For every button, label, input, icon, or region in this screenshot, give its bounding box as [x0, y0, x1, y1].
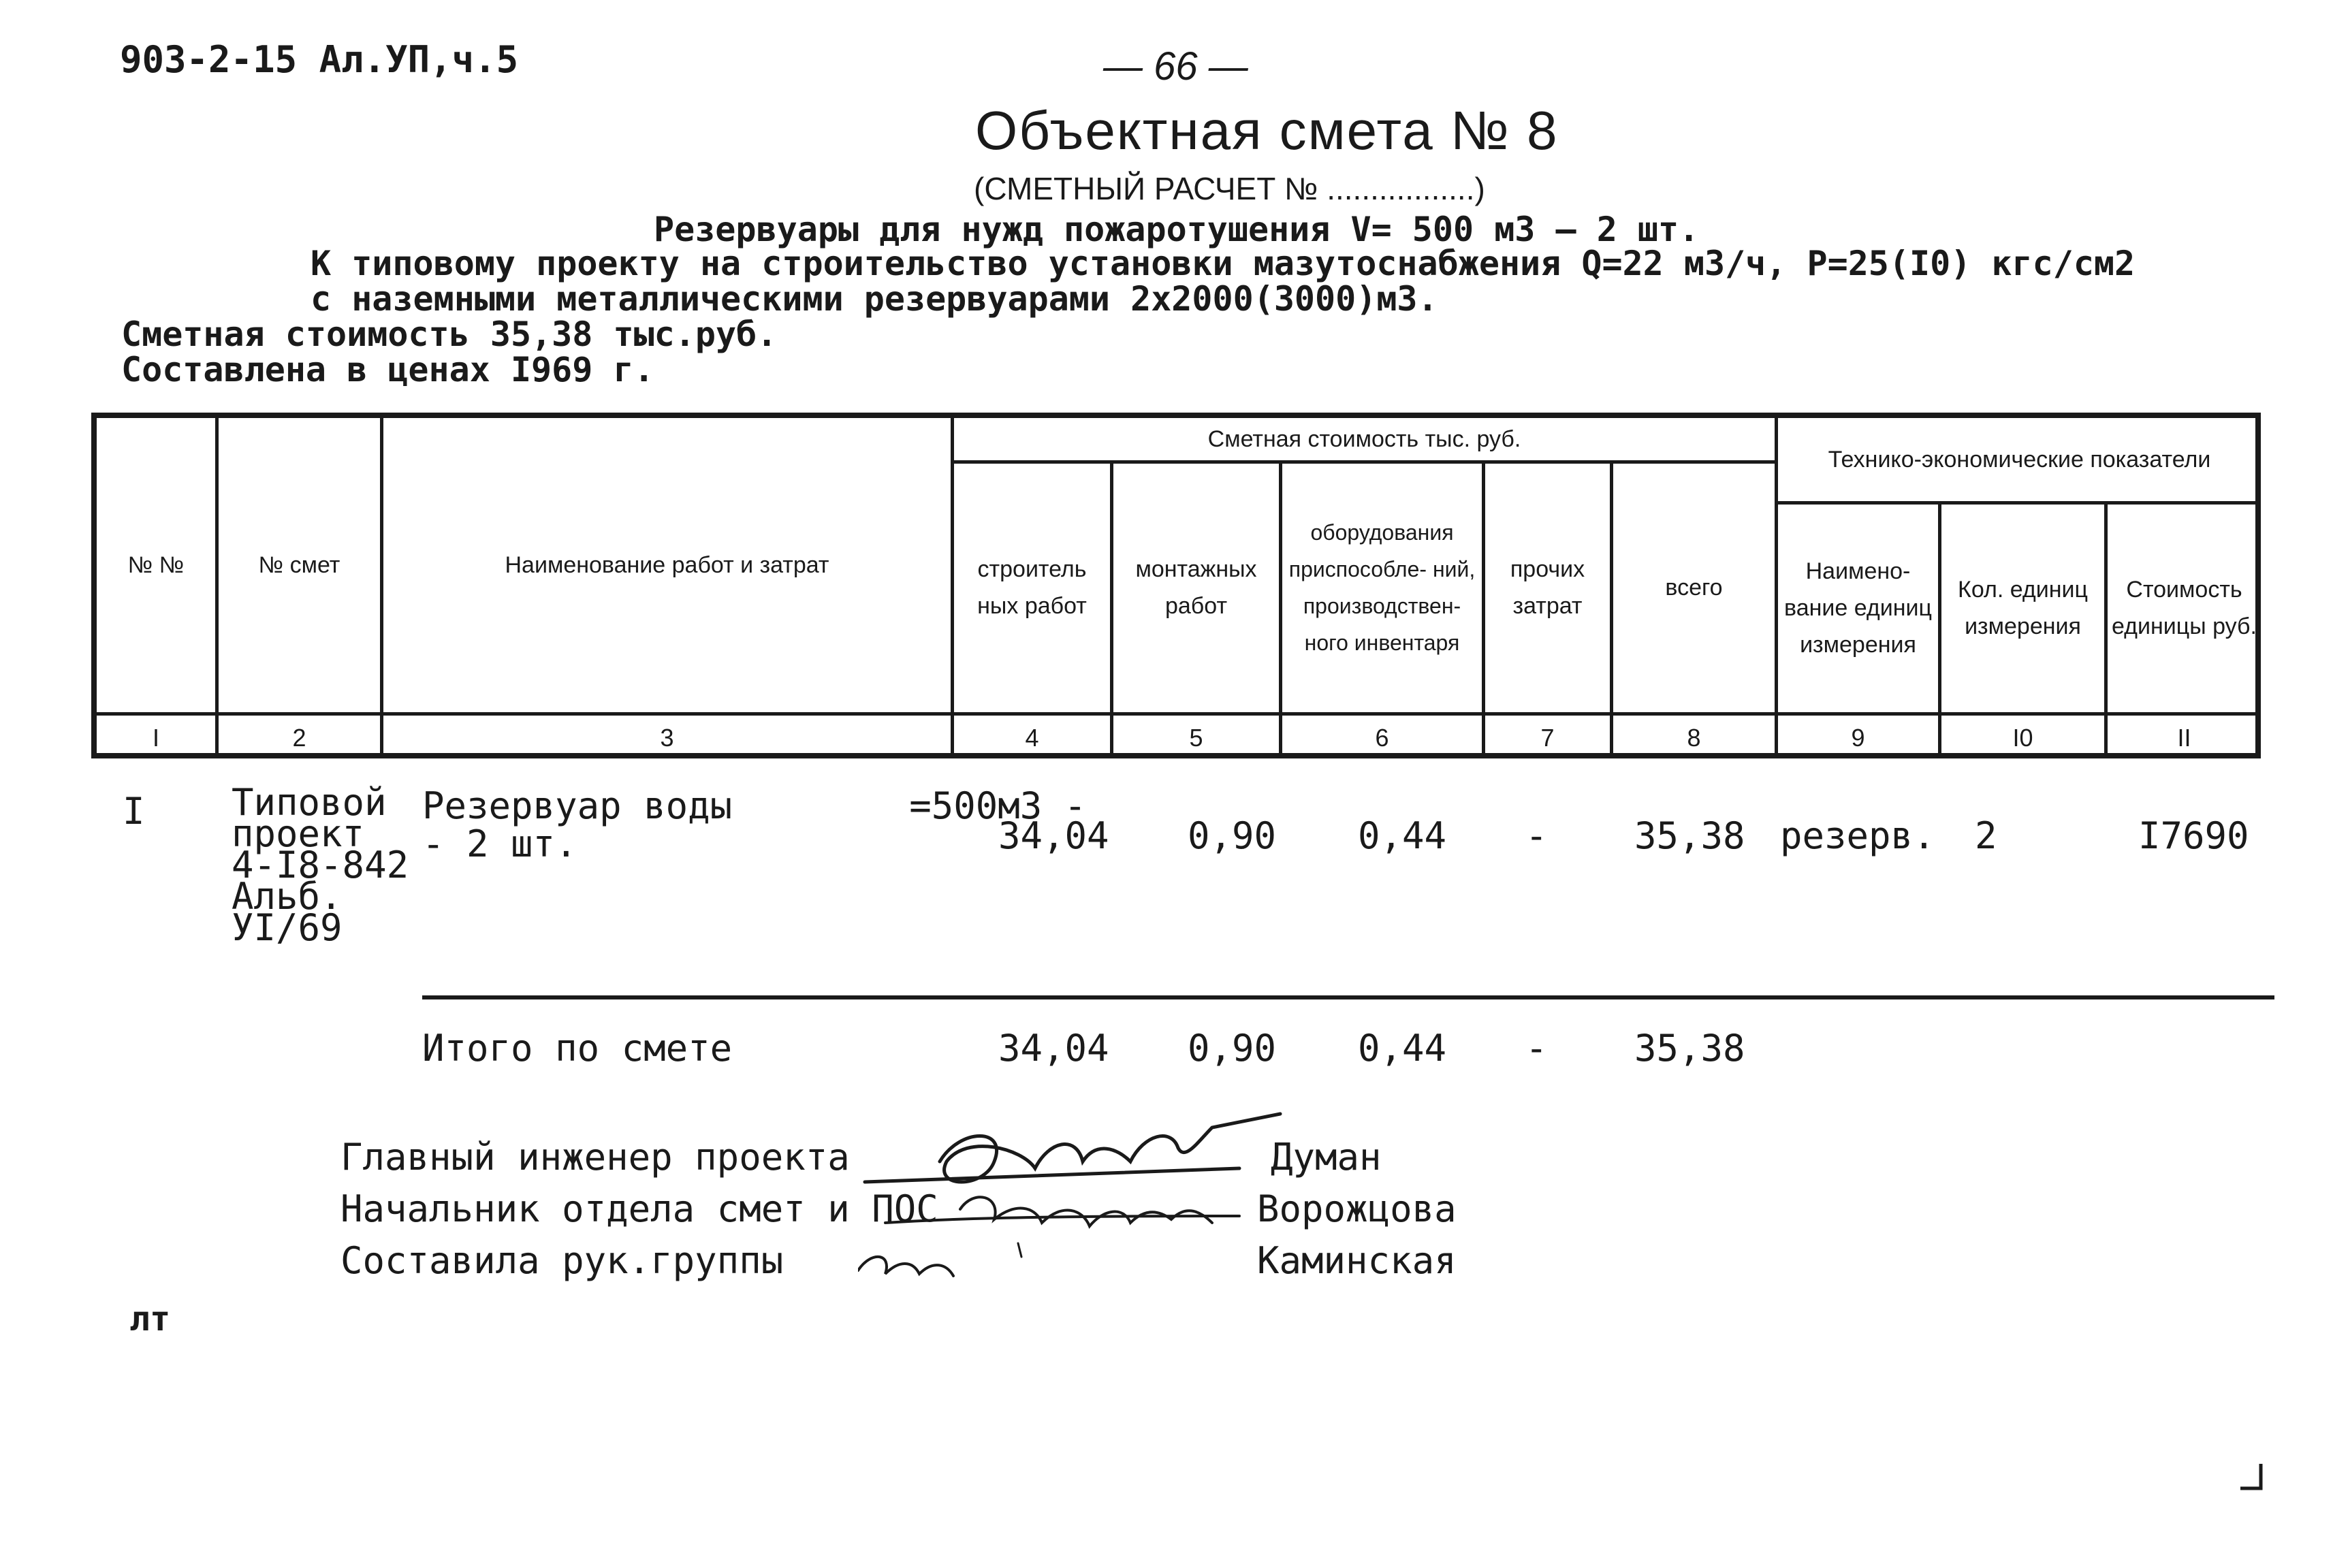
- totals-equipment: 0,44: [1358, 1027, 1447, 1070]
- smeta-line: проект: [232, 812, 365, 855]
- page-subtitle: (СМЕТНЫЙ РАСЧЕТ № .................): [974, 171, 1485, 206]
- totals-label: Итого по смете: [422, 1027, 733, 1070]
- row-total: 35,38: [1634, 814, 1745, 857]
- row-divider: [97, 712, 2261, 716]
- row-other: -: [1525, 814, 1548, 857]
- th-other: прочих затрат: [1510, 556, 1585, 619]
- row-unit-qty: 2: [1975, 814, 1997, 857]
- row-no: I: [123, 790, 145, 833]
- row-unit-name: резерв.: [1780, 814, 1935, 857]
- signature-name: Каминская: [1257, 1239, 1457, 1282]
- document-code: 903-2-15 Ал.УП,ч.5: [120, 38, 519, 81]
- th-smeta-no: № смет: [258, 552, 340, 578]
- page-title: Объектная смета № 8: [975, 100, 1559, 161]
- th-no: № №: [127, 552, 185, 578]
- th-cost-group: Сметная стоимость тыс. руб.: [1207, 426, 1521, 452]
- page-number: — 66 —: [1103, 44, 1248, 89]
- th-total: всего: [1665, 575, 1723, 601]
- row-installation: 0,90: [1188, 814, 1277, 857]
- th-name: Наименование работ и затрат: [505, 552, 829, 578]
- column-number: 9: [1851, 724, 1865, 752]
- signature-role: Главный инженер проекта: [340, 1136, 850, 1179]
- signature-role: Составила рук.группы: [340, 1239, 784, 1282]
- th-installation: монтажных работ: [1135, 556, 1257, 619]
- row-equipment: 0,44: [1358, 814, 1447, 857]
- totals-other: -: [1525, 1027, 1548, 1070]
- row-construction: 34,04: [998, 814, 1109, 857]
- signature-name: Ворожцова: [1257, 1187, 1457, 1230]
- th-equipment: оборудования приспособле- ний, производствен- ного инвентаря: [1288, 520, 1476, 655]
- totals-total: 35,38: [1634, 1027, 1745, 1070]
- header-line-project: К типовому проекту на строительство установки мазутоснабжения Q=22 м3/ч, Р=25(I0) кгс/см2: [311, 244, 2136, 283]
- column-number: 8: [1687, 724, 1701, 752]
- th-unit-qty: Кол. единиц измерения: [1958, 577, 2088, 639]
- column-number: 2: [292, 724, 306, 752]
- column-number: I0: [2012, 724, 2033, 752]
- column-number: 5: [1189, 724, 1203, 752]
- column-number: I: [152, 724, 159, 752]
- smeta-line: 4-I8-842: [232, 844, 409, 886]
- smeta-line: Альб.: [232, 875, 343, 918]
- totals-divider: [422, 995, 2274, 999]
- th-unit-cost: Стоимость единицы руб.: [2112, 577, 2257, 639]
- signature-name: Думан: [1271, 1136, 1382, 1179]
- signature-role: Начальник отдела смет и ПОС: [340, 1187, 938, 1230]
- row-smeta-no: [232, 781, 409, 949]
- totals-installation: 0,90: [1188, 1027, 1277, 1070]
- column-number: 6: [1375, 724, 1389, 752]
- column-number: 7: [1540, 724, 1555, 752]
- header-line-tanks: с наземными металлическими резервуарами 2х2000(3000)м3.: [311, 279, 1438, 319]
- name-line: Резервуар воды =500м3 -: [422, 784, 1087, 827]
- smeta-line: УI/69: [232, 906, 343, 949]
- header-line-cost: Сметная стоимость 35,38 тыс.руб.: [121, 315, 778, 354]
- name-line: - 2 шт.: [422, 822, 577, 865]
- estimate-table-header: [91, 413, 2261, 758]
- header-line-prices: Составлена в ценах I969 г.: [121, 350, 654, 389]
- header-line-object: Резервуары для нужд пожаротушения V= 500 м3 — 2 шт.: [654, 210, 1700, 249]
- smeta-line: Типовой: [232, 781, 387, 824]
- corner-mark-icon: [2238, 1461, 2265, 1495]
- row-unit-cost: I7690: [2138, 814, 2249, 857]
- totals-construction: 34,04: [998, 1027, 1109, 1070]
- th-construction: строитель ных работ: [977, 556, 1087, 619]
- column-number: 3: [660, 724, 674, 752]
- footer-mark: лт: [129, 1299, 171, 1339]
- th-tech-group: Технико-экономические показатели: [1828, 447, 2211, 473]
- row-name: [422, 784, 1087, 865]
- column-number: II: [2177, 724, 2191, 752]
- column-number: 4: [1025, 724, 1039, 752]
- th-unit-name: Наимено- вание единиц измерения: [1784, 558, 1932, 658]
